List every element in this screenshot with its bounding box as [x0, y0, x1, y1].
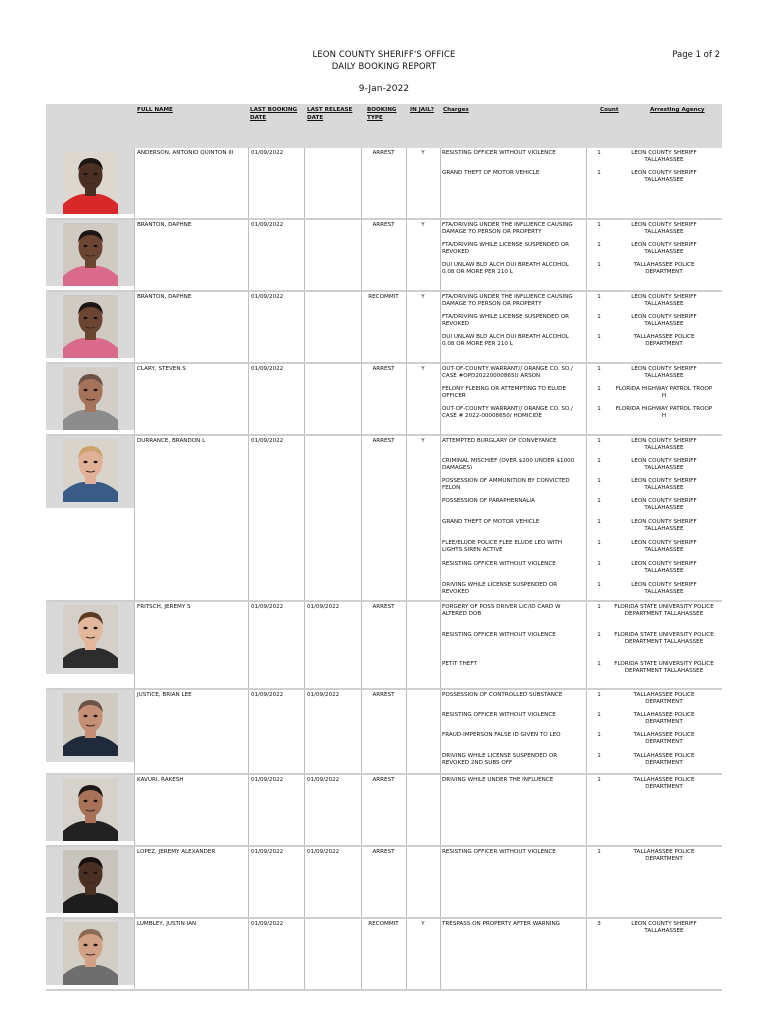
column-divider	[304, 364, 305, 434]
arresting-agency: TALLAHASSEE POLICE DEPARTMENT	[633, 753, 695, 767]
charge-description: RESISTING OFFICER WITHOUT VIOLENCE	[442, 712, 556, 718]
column-divider	[406, 919, 407, 989]
mugshot-photo	[63, 295, 118, 358]
column-divider	[586, 847, 587, 917]
charge-description: FLEE/ELUDE POLICE FLEE ELUDE LEO WITH LIGHTS SIREN ACTIVE	[442, 540, 563, 554]
charge-count: 1	[597, 150, 601, 156]
column-divider	[440, 364, 441, 434]
column-divider	[361, 436, 362, 600]
column-divider	[361, 775, 362, 845]
column-divider	[248, 220, 249, 290]
table-row	[46, 602, 722, 690]
column-divider	[134, 292, 135, 362]
column-divider	[406, 292, 407, 362]
photo-cell	[46, 292, 134, 358]
column-divider	[134, 436, 135, 600]
charge-count: 1	[597, 386, 601, 392]
column-divider	[406, 148, 407, 218]
column-divider	[440, 148, 441, 218]
charge-description: RESISTING OFFICER WITHOUT VIOLENCE	[442, 632, 556, 638]
column-divider	[304, 220, 305, 290]
charge-description: POSSESSION OF PARAPHERNALIA	[442, 498, 535, 504]
arresting-agency: LEON COUNTY SHERIFF TALLAHASSEE	[631, 294, 697, 308]
column-divider	[304, 292, 305, 362]
charge-description: FORGERY OF POSS DRIVER LIC/ID CARD W ALTERED DOB	[442, 604, 561, 618]
charge-description: RESISTING OFFICER WITHOUT VIOLENCE	[442, 561, 556, 567]
full-name: DURRANCE, BRANDON L	[137, 438, 206, 444]
charge-count: 1	[597, 242, 601, 248]
arresting-agency: FLORIDA HIGHWAY PATROL TROOP H	[615, 406, 713, 420]
photo-cell	[46, 220, 134, 286]
column-divider	[304, 436, 305, 600]
charge-count: 1	[597, 314, 601, 320]
charge-count: 1	[597, 222, 601, 228]
charge-count: 1	[597, 604, 601, 610]
release-date: 01/09/2022	[307, 692, 340, 698]
release-date: 01/09/2022	[307, 777, 340, 783]
column-divider	[406, 220, 407, 290]
full-name: LUMBLEY, JUSTIN IAN	[137, 921, 197, 927]
column-divider	[248, 148, 249, 218]
mugshot-photo	[63, 922, 118, 985]
charge-description: CRIMINAL MISCHIEF (OVER $200 UNDER $1000 DAMAGES)	[442, 458, 575, 472]
column-divider	[248, 847, 249, 917]
charge-description: GRAND THEFT OF MOTOR VEHICLE	[442, 170, 540, 176]
column-divider	[586, 690, 587, 773]
column-divider	[361, 602, 362, 688]
col-in-jail: IN JAIL?	[410, 107, 435, 113]
charge-count: 1	[597, 753, 601, 759]
table-row	[46, 436, 722, 602]
column-divider	[248, 690, 249, 773]
column-divider	[134, 148, 135, 218]
arresting-agency: TALLAHASSEE POLICE DEPARTMENT	[633, 849, 695, 863]
arresting-agency: FLORIDA STATE UNIVERSITY POLICE DEPARTMENT TALLAHASSEE	[614, 661, 714, 675]
arresting-agency: LEON COUNTY SHERIFF TALLAHASSEE	[631, 314, 697, 328]
booking-date: 01/09/2022	[251, 849, 284, 855]
table-header	[46, 104, 722, 148]
charge-count: 1	[597, 438, 601, 444]
column-divider	[440, 292, 441, 362]
table-row	[46, 847, 722, 919]
arresting-agency: LEON COUNTY SHERIFF TALLAHASSEE	[631, 519, 697, 533]
column-divider	[406, 436, 407, 600]
full-name: BRANTON, DAPHNE	[137, 294, 192, 300]
full-name: BRANTON, DAPHNE	[137, 222, 192, 228]
column-divider	[361, 292, 362, 362]
arresting-agency: FLORIDA HIGHWAY PATROL TROOP H	[615, 386, 713, 400]
booking-date: 01/09/2022	[251, 604, 284, 610]
charge-count: 1	[597, 334, 601, 340]
arresting-agency: LEON COUNTY SHERIFF TALLAHASSEE	[631, 498, 697, 512]
column-divider	[586, 220, 587, 290]
column-divider	[134, 690, 135, 773]
booking-date: 01/09/2022	[251, 150, 284, 156]
column-divider	[586, 602, 587, 688]
column-divider	[134, 919, 135, 989]
in-jail: Y	[421, 438, 425, 444]
column-divider	[134, 602, 135, 688]
arresting-agency: TALLAHASSEE POLICE DEPARTMENT	[633, 777, 695, 791]
charge-description: TRESPASS ON PROPERTY AFTER WARNING	[442, 921, 560, 927]
mugshot-photo	[63, 605, 118, 668]
col-count: Count	[600, 107, 619, 113]
booking-type: ARREST	[372, 777, 395, 783]
table-row	[46, 364, 722, 436]
release-date: 01/09/2022	[307, 849, 340, 855]
mugshot-photo	[63, 151, 118, 214]
charge-count: 1	[597, 712, 601, 718]
column-divider	[586, 364, 587, 434]
booking-type: ARREST	[372, 438, 395, 444]
column-divider	[361, 690, 362, 773]
arresting-agency: LEON COUNTY SHERIFF TALLAHASSEE	[631, 540, 697, 554]
report-title: DAILY BOOKING REPORT	[331, 62, 437, 72]
booking-date: 01/09/2022	[251, 222, 284, 228]
arresting-agency: LEON COUNTY SHERIFF TALLAHASSEE	[631, 170, 697, 184]
column-divider	[134, 775, 135, 845]
charge-description: DUI UNLAW BLD ALCH DUI BREATH ALCOHOL 0.08 OR MORE PER 210 L	[442, 334, 569, 348]
arresting-agency: LEON COUNTY SHERIFF TALLAHASSEE	[631, 458, 697, 472]
booking-date: 01/09/2022	[251, 294, 284, 300]
column-divider	[406, 690, 407, 773]
booking-type: ARREST	[372, 849, 395, 855]
charge-count: 3	[597, 921, 601, 927]
column-divider	[440, 690, 441, 773]
booking-date: 01/09/2022	[251, 692, 284, 698]
photo-cell	[46, 148, 134, 214]
photo-cell	[46, 847, 134, 913]
charge-description: POSSESSION OF AMMUNITION BY CONVICTED FELON	[442, 478, 570, 492]
charge-description: FTA/DRIVING UNDER THE INFLUENCE CAUSING DAMAGE TO PERSON OR PROPERTY	[442, 294, 573, 308]
mugshot-photo	[63, 778, 118, 841]
booking-type: ARREST	[372, 692, 395, 698]
charge-count: 1	[597, 661, 601, 667]
charge-count: 1	[597, 540, 601, 546]
col-arresting-agency: Arresting Agency	[650, 107, 705, 113]
charge-description: FTA/DRIVING WHILE LICENSE SUSPENDED OR REVOKED	[442, 242, 570, 256]
page-number: Page 1 of 2	[672, 50, 720, 60]
table-row	[46, 292, 722, 364]
charge-description: PETIT THEFT	[442, 661, 477, 667]
column-divider	[586, 775, 587, 845]
arresting-agency: TALLAHASSEE POLICE DEPARTMENT	[633, 334, 695, 348]
charge-description: FELONY FLEEING OR ATTEMPTING TO ELUDE OFFICER	[442, 386, 566, 400]
arresting-agency: LEON COUNTY SHERIFF TALLAHASSEE	[631, 150, 697, 164]
charge-count: 1	[597, 582, 601, 588]
arresting-agency: LEON COUNTY SHERIFF TALLAHASSEE	[631, 582, 697, 596]
column-divider	[440, 436, 441, 600]
booking-type: ARREST	[372, 150, 395, 156]
booking-date: 01/09/2022	[251, 921, 284, 927]
charge-count: 1	[597, 732, 601, 738]
mugshot-photo	[63, 693, 118, 756]
mugshot-photo	[63, 223, 118, 286]
photo-cell	[46, 775, 134, 841]
col-full-name: FULL NAME	[137, 107, 173, 113]
charge-description: RESISTING OFFICER WITHOUT VIOLENCE	[442, 150, 556, 156]
column-divider	[134, 220, 135, 290]
in-jail: Y	[421, 921, 425, 927]
arresting-agency: FLORIDA STATE UNIVERSITY POLICE DEPARTMENT TALLAHASSEE	[614, 632, 714, 646]
charge-description: DUI UNLAW BLD ALCH DUI BREATH ALCOHOL 0.08 OR MORE PER 210 L	[442, 262, 569, 276]
charge-description: FRAUD-IMPERSON FALSE ID GIVEN TO LEO	[442, 732, 561, 738]
column-divider	[304, 602, 305, 688]
booking-type: ARREST	[372, 366, 395, 372]
charge-count: 1	[597, 262, 601, 268]
mugshot-photo	[63, 367, 118, 430]
column-divider	[248, 602, 249, 688]
column-divider	[134, 364, 135, 434]
mugshot-photo	[63, 850, 118, 913]
column-divider	[586, 148, 587, 218]
column-divider	[304, 690, 305, 773]
charge-count: 1	[597, 294, 601, 300]
column-divider	[406, 775, 407, 845]
photo-cell	[46, 602, 134, 674]
arresting-agency: TALLAHASSEE POLICE DEPARTMENT	[633, 712, 695, 726]
col-booking-type: BOOKING TYPE	[367, 107, 397, 121]
full-name: ANDERSON, ANTONIO QUINTON III	[137, 150, 234, 156]
booking-type: ARREST	[372, 604, 395, 610]
charge-count: 1	[597, 632, 601, 638]
arresting-agency: LEON COUNTY SHERIFF TALLAHASSEE	[631, 561, 697, 575]
photo-cell	[46, 436, 134, 508]
column-divider	[248, 364, 249, 434]
col-last-booking-date: LAST BOOKING DATE	[250, 107, 298, 121]
column-divider	[248, 436, 249, 600]
charge-count: 1	[597, 478, 601, 484]
table-row	[46, 775, 722, 847]
charge-count: 1	[597, 170, 601, 176]
full-name: JUSTICE, BRIAN LEE	[137, 692, 192, 698]
booking-date: 01/09/2022	[251, 777, 284, 783]
column-divider	[440, 220, 441, 290]
charge-description: FTA/DRIVING WHILE LICENSE SUSPENDED OR REVOKED	[442, 314, 570, 328]
booking-rows	[46, 148, 722, 991]
full-name: CLARY, STEVEN S	[137, 366, 186, 372]
column-divider	[361, 364, 362, 434]
column-divider	[586, 292, 587, 362]
arresting-agency: TALLAHASSEE POLICE DEPARTMENT	[633, 692, 695, 706]
arresting-agency: FLORIDA STATE UNIVERSITY POLICE DEPARTMENT TALLAHASSEE	[614, 604, 714, 618]
column-divider	[406, 847, 407, 917]
column-divider	[361, 148, 362, 218]
column-divider	[361, 847, 362, 917]
charge-count: 1	[597, 692, 601, 698]
column-divider	[304, 847, 305, 917]
charge-count: 1	[597, 849, 601, 855]
column-divider	[440, 847, 441, 917]
charge-description: ATTEMPTED BURGLARY OF CONVEYANCE	[442, 438, 557, 444]
booking-type: RECOMMIT	[368, 294, 399, 300]
booking-date: 01/09/2022	[251, 366, 284, 372]
column-divider	[248, 919, 249, 989]
arresting-agency: TALLAHASSEE POLICE DEPARTMENT	[633, 262, 695, 276]
office-title: LEON COUNTY SHERIFF'S OFFICE	[312, 50, 456, 60]
booking-table	[46, 104, 722, 991]
arresting-agency: LEON COUNTY SHERIFF TALLAHASSEE	[631, 222, 697, 236]
booking-type: RECOMMIT	[368, 921, 399, 927]
photo-cell	[46, 690, 134, 762]
full-name: LOPEZ, JEREMY ALEXANDER	[137, 849, 216, 855]
column-divider	[586, 436, 587, 600]
charge-description: DRIVING WHILE LICENSE SUSPENDED OR REVOKED	[442, 582, 558, 596]
charge-description: RESISTING OFFICER WITHOUT VIOLENCE	[442, 849, 556, 855]
column-divider	[440, 602, 441, 688]
table-row	[46, 220, 722, 292]
column-divider	[440, 919, 441, 989]
arresting-agency: LEON COUNTY SHERIFF TALLAHASSEE	[631, 438, 697, 452]
charge-description: GRAND THEFT OF MOTOR VEHICLE	[442, 519, 540, 525]
column-divider	[361, 220, 362, 290]
charge-count: 1	[597, 777, 601, 783]
photo-cell	[46, 364, 134, 430]
charge-count: 1	[597, 561, 601, 567]
column-divider	[304, 919, 305, 989]
col-last-release-date: LAST RELEASE DATE	[307, 107, 353, 121]
release-date: 01/09/2022	[307, 604, 340, 610]
full-name: KAVURI, RAKESH	[137, 777, 184, 783]
charge-description: DRIVING WHILE UNDER THE INFLUENCE	[442, 777, 554, 783]
arresting-agency: LEON COUNTY SHERIFF TALLAHASSEE	[631, 478, 697, 492]
column-divider	[440, 775, 441, 845]
column-divider	[304, 148, 305, 218]
charge-description: OUT-OF-COUNTY WARRANT// ORANGE CO. SO./ CASE #OPD20220000865U ARSON	[442, 366, 573, 380]
booking-type: ARREST	[372, 222, 395, 228]
report-date: 9-Jan-2022	[358, 84, 410, 94]
charge-count: 1	[597, 366, 601, 372]
table-row	[46, 148, 722, 220]
in-jail: Y	[421, 366, 425, 372]
arresting-agency: LEON COUNTY SHERIFF TALLAHASSEE	[631, 242, 697, 256]
full-name: FRITSCH, JEREMY S	[137, 604, 191, 610]
column-divider	[586, 919, 587, 989]
col-charges: Charges	[443, 107, 469, 113]
arresting-agency: TALLAHASSEE POLICE DEPARTMENT	[633, 732, 695, 746]
arresting-agency: LEON COUNTY SHERIFF TALLAHASSEE	[631, 921, 697, 935]
table-row	[46, 919, 722, 991]
booking-date: 01/09/2022	[251, 438, 284, 444]
charge-description: FTA/DRIVING UNDER THE INFLUENCE CAUSING DAMAGE TO PERSON OR PROPERTY	[442, 222, 573, 236]
column-divider	[134, 847, 135, 917]
arresting-agency: LEON COUNTY SHERIFF TALLAHASSEE	[631, 366, 697, 380]
in-jail: Y	[421, 222, 425, 228]
photo-cell	[46, 919, 134, 985]
column-divider	[361, 919, 362, 989]
column-divider	[248, 292, 249, 362]
column-divider	[406, 602, 407, 688]
charge-description: POSSESSION OF CONTROLLED SUBSTANCE	[442, 692, 563, 698]
column-divider	[304, 775, 305, 845]
charge-description: OUT-OF-COUNTY WARRANT// ORANGE CO. SO./ CASE # 2022-00008650/ HOMICIDE	[442, 406, 573, 420]
in-jail: Y	[421, 294, 425, 300]
mugshot-photo	[63, 439, 118, 502]
charge-count: 1	[597, 519, 601, 525]
charge-count: 1	[597, 458, 601, 464]
in-jail: Y	[421, 150, 425, 156]
charge-count: 1	[597, 498, 601, 504]
column-divider	[406, 364, 407, 434]
table-row	[46, 690, 722, 775]
charge-count: 1	[597, 406, 601, 412]
charge-description: DRIVING WHILE LICENSE SUSPENDED OR REVOKED 2ND SUBS OFF	[442, 753, 558, 767]
column-divider	[248, 775, 249, 845]
